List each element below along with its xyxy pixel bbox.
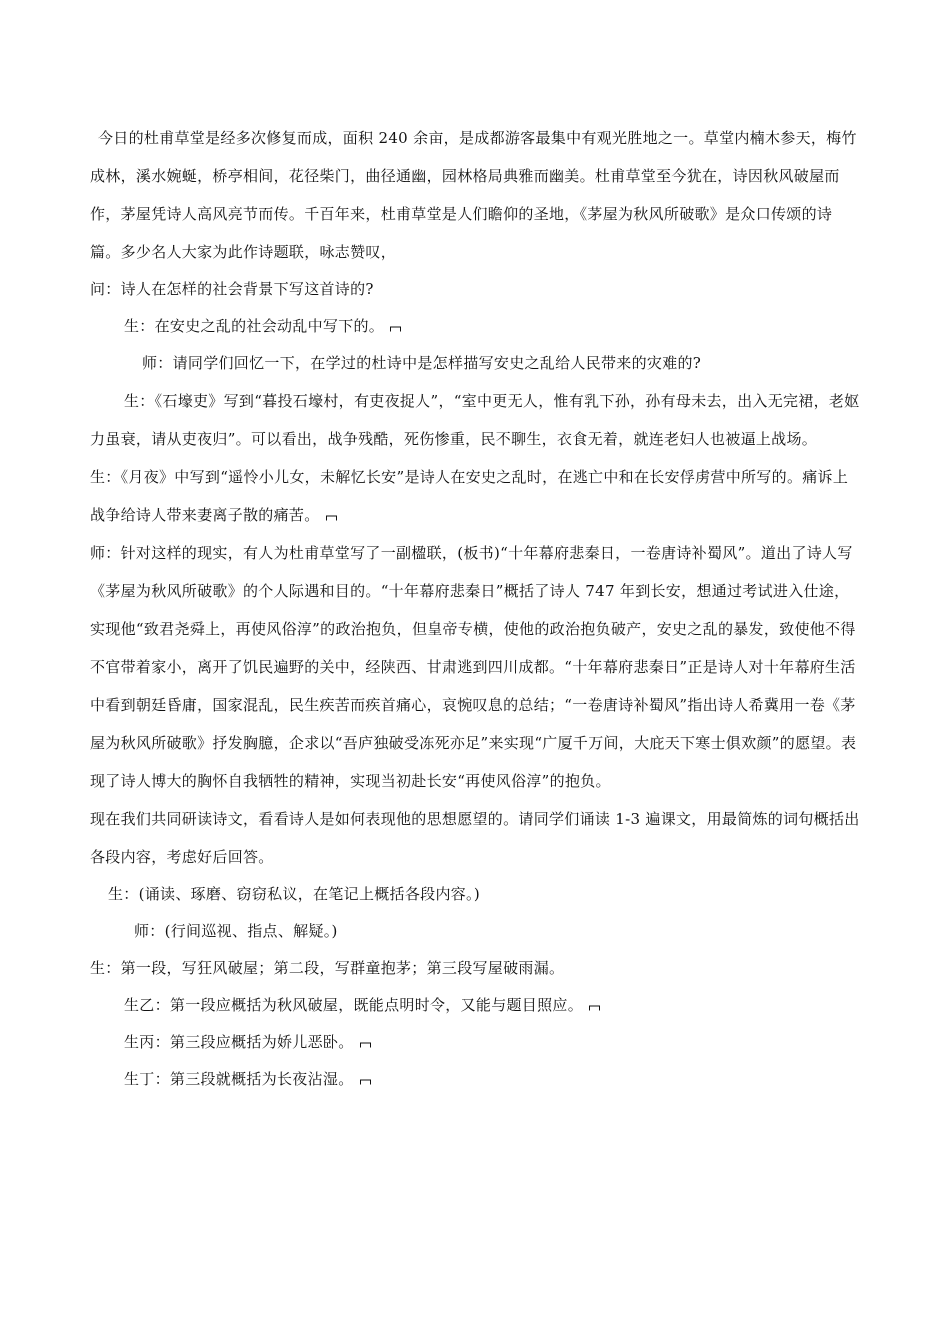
paragraph-text: 师：请同学们回忆一下，在学过的杜诗中是怎样描写安史之乱给人民带来的灾难的?: [142, 354, 702, 372]
paragraph-text: 师：针对这样的现实，有人为杜甫草堂写了一副楹联，(板书)“十年幕府悲秦日，一卷唐诗补蜀风”。道出了诗人写《茅屋为秋风所破歌》的个人际遇和目的。“十年幕府悲秦日”概括了诗人 747 年到长安，想通过考试进入仕途，实现他“致君尧舜上，再使风俗淳”的政治抱负，但皇帝专横，使他的政治抱负破产，安史之乱的暴发，致使他不得不官带着家小，离开了饥民遍野的关中，经陕西、甘肃逃到四川成都。“十年幕府悲秦日”正是诗人对十年幕府生活中看到朝廷昏庸，国家混乱，民生疾苦而疾首痛心，哀惋叹息的总结；“一卷唐诗补蜀风”指出诗人希冀用一卷《茅屋为秋风所破歌》抒发胸臆，企求以“吾庐独破受冻死亦足”来实现“广厦千万间，大庇天下寒士俱欢颜”的愿望。表现了诗人博大的胸怀自我牺牲的精神，实现当初赴长安“再使风俗淳”的抱负。: [90, 544, 857, 790]
paragraph-text: 生：在安史之乱的社会动乱中写下的。: [124, 317, 385, 335]
paragraph-mark-icon: [390, 326, 401, 332]
paragraph-teacher-prompt: [90, 345, 862, 382]
paragraph-teacher-activity: [90, 913, 862, 950]
paragraph-text: 师：(行间巡视、指点、解疑。): [134, 922, 338, 940]
paragraph-text: 生：(诵读、琢磨、窃窃私议，在笔记上概括各段内容。): [108, 885, 481, 903]
paragraph-mark-icon: [589, 1005, 600, 1011]
paragraph-text: 生丁：第三段就概括为长夜沾湿。: [124, 1070, 354, 1088]
paragraph-text: 问：诗人在怎样的社会背景下写这首诗的?: [90, 280, 374, 298]
document-body: [90, 119, 862, 1098]
paragraph-student-bing: [90, 1024, 862, 1061]
paragraph-teacher-instruction: [90, 800, 862, 876]
paragraph-question: [90, 271, 862, 308]
paragraph-student-yi: [90, 987, 862, 1024]
paragraph-mark-icon: [326, 515, 337, 521]
paragraph-intro: [90, 119, 862, 271]
paragraph-mark-icon: [360, 1042, 371, 1048]
paragraph-student-answer: [90, 308, 862, 345]
paragraph-text: 生：第一段，写狂风破屋；第二段，写群童抱茅；第三段写屋破雨漏。: [90, 959, 565, 977]
paragraph-student-summary: [90, 950, 862, 987]
paragraph-text: 现在我们共同研读诗文，看看诗人是如何表现他的思想愿望的。请同学们诵读 1-3 遍课文，用最简炼的词句概括出各段内容，考虑好后回答。: [90, 810, 860, 866]
paragraph-text: 生丙：第三段应概括为娇儿恶卧。: [124, 1033, 354, 1051]
paragraph-student-activity: [90, 876, 862, 913]
paragraph-mark-icon: [360, 1079, 371, 1085]
paragraph-text: 生：《月夜》中写到“遥怜小儿女，未解忆长安”是诗人在安史之乱时，在逃亡中和在长安俘虏营中所写的。痛诉上战争给诗人带来妻离子散的痛苦。: [90, 468, 849, 524]
paragraph-student-shihaoli: [90, 382, 862, 458]
paragraph-student-ding: [90, 1061, 862, 1098]
paragraph-text: 今日的杜甫草堂是经多次修复而成，面积 240 余亩，是成都游客最集中有观光胜地之一。草堂内楠木参天，梅竹成林，溪水婉蜒，桥亭相间，花径柴门，曲径通幽，园林格局典雅而幽美。杜甫草堂至今犹在，诗因秋风破屋而作，茅屋凭诗人高风亮节而传。千百年来，杜甫草堂是人们瞻仰的圣地，《茅屋为秋风所破歌》是众口传颂的诗篇。多少名人大家为此作诗题联，咏志赞叹，: [90, 129, 857, 261]
paragraph-teacher-couplet: [90, 534, 862, 800]
paragraph-student-yueye: [90, 458, 862, 534]
paragraph-text: 生：《石壕吏》写到“暮投石壕村，有吏夜捉人”，“室中更无人，惟有乳下孙，孙有母未去，出入无完裙，老妪力虽衰，请从吏夜归”。可以看出，战争残酷，死伤惨重，民不聊生，衣食无着，就连老妇人也被逼上战场。: [90, 392, 860, 448]
paragraph-text: 生乙：第一段应概括为秋风破屋，既能点明时令，又能与题目照应。: [124, 996, 584, 1014]
